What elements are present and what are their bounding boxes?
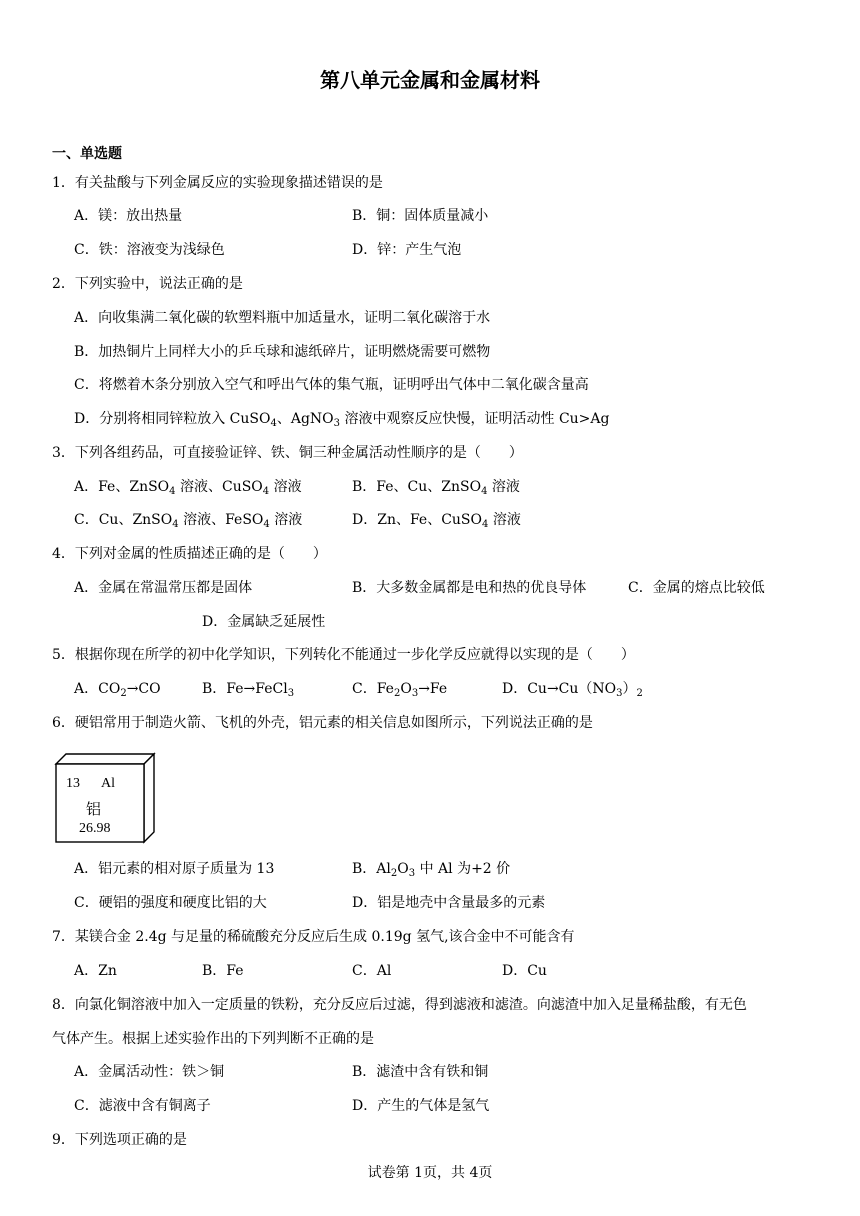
question-stem: 5．根据你现在所学的初中化学知识，下列转化不能通过一步化学反应就得以实现的是（ ） <box>52 647 635 663</box>
option-d: D．Zn、Fe、CuSO$_4$ 溶液 <box>352 512 521 530</box>
option-c: C．将燃着木条分别放入空气和呼出气体的集气瓶，证明呼出气体中二氧化碳含量高 <box>74 377 589 393</box>
option-a: A．镁：放出热量 <box>74 208 183 224</box>
option-b: B．Fe <box>202 963 244 979</box>
option-c: C．$Fe_2O_3\to Fe$ <box>352 681 448 699</box>
element-name: 铝 <box>86 800 102 818</box>
atomic-mass: 26.98 <box>79 821 111 836</box>
option-b: B．大多数金属都是电和热的优良导体 <box>352 580 587 596</box>
option-b: B．Fe、Cu、ZnSO$_4$ 溶液 <box>352 479 520 497</box>
option-a: A．$CO_2\to CO$ <box>74 681 161 699</box>
option-d: D．锌：产生气泡 <box>352 242 462 258</box>
option-d: D．铝是地壳中含量最多的元素 <box>352 895 546 911</box>
option-c: C．金属的熔点比较低 <box>628 580 765 596</box>
option-a: A．金属在常温常压都是固体 <box>74 580 253 596</box>
option-b: B．滤渣中含有铁和铜 <box>352 1064 489 1080</box>
element-card-aluminum <box>52 750 162 850</box>
question-stem: 1．有关盐酸与下列金属反应的实验现象描述错误的是 <box>52 175 383 191</box>
question-stem: 7．某镁合金 2.4g 与足量的稀硫酸充分反应后生成 0.19g 氢气,该合金中不可能含有 <box>52 929 575 945</box>
element-symbol: Al <box>101 776 115 791</box>
option-a: A．金属活动性：铁＞铜 <box>74 1064 225 1080</box>
option-d: D．$Cu\to Cu(NO_3)_2$ <box>502 681 643 699</box>
option-b: B．加热铜片上同样大小的乒乓球和滤纸碎片，证明燃烧需要可燃物 <box>74 344 491 360</box>
option-c: C．Al <box>352 963 392 979</box>
question-stem-continued: 气体产生。根据上述实验作出的下列判断不正确的是 <box>52 1031 374 1047</box>
question-stem: 4．下列对金属的性质描述正确的是（ ） <box>52 546 327 562</box>
option-b: B．铜：固体质量减小 <box>352 208 489 224</box>
atomic-number: 13 <box>66 776 80 791</box>
question-stem: 9．下列选项正确的是 <box>52 1132 187 1148</box>
section-heading: 一、单选题 <box>52 146 122 162</box>
question-stem: 2．下列实验中，说法正确的是 <box>52 276 243 292</box>
option-d: D．产生的气体是氢气 <box>352 1098 490 1114</box>
option-d: D．分别将相同锌粒放入 CuSO$_4$、AgNO$_3$ 溶液中观察反应快慢，证明活动性 Cu>Ag <box>74 411 610 429</box>
option-d: D．金属缺乏延展性 <box>202 614 326 630</box>
option-c: C．Cu、ZnSO$_4$ 溶液、FeSO$_4$ 溶液 <box>74 512 303 530</box>
option-c: C．铁：溶液变为浅绿色 <box>74 242 225 258</box>
option-d: D．Cu <box>502 963 547 979</box>
question-stem: 3．下列各组药品，可直接验证锌、铁、铜三种金属活动性顺序的是（ ） <box>52 445 523 461</box>
question-stem: 6．硬铝常用于制造火箭、飞机的外壳，铝元素的相关信息如图所示，下列说法正确的是 <box>52 715 593 731</box>
page-title: 第八单元金属和金属材料 <box>320 68 540 92</box>
option-a: A．Zn <box>74 963 117 979</box>
option-a: A．向收集满二氧化碳的软塑料瓶中加适量水，证明二氧化碳溶于水 <box>74 310 491 326</box>
option-c: C．硬铝的强度和硬度比铝的大 <box>74 895 267 911</box>
option-a: A．铝元素的相对原子质量为 13 <box>74 861 275 877</box>
page-footer: 试卷第 1页，共 4页 <box>367 1165 493 1181</box>
option-b: B．$Al_2O_3$ 中 Al 为+2 价 <box>352 861 511 879</box>
option-b: B．Fe→FeCl$_3$ <box>202 681 295 699</box>
option-a: A．Fe、ZnSO$_4$ 溶液、CuSO$_4$ 溶液 <box>74 479 302 497</box>
question-stem: 8．向氯化铜溶液中加入一定质量的铁粉，充分反应后过滤，得到滤液和滤渣。向滤渣中加入足量稀盐酸，有无色 <box>52 997 747 1013</box>
option-c: C．滤液中含有铜离子 <box>74 1098 211 1114</box>
